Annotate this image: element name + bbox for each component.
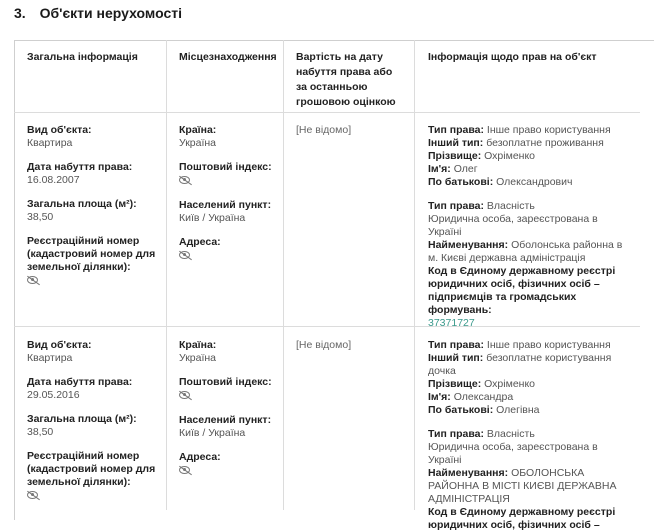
header-rights: Інформація щодо прав на об'єкт — [428, 51, 597, 63]
column-divider — [414, 40, 415, 510]
section-number: 3. — [14, 5, 26, 21]
location-cell: Країна: Україна Поштовий індекс: Населений пункт: Київ / Україна Адреса: — [179, 339, 279, 478]
hidden-eye-icon — [179, 466, 190, 474]
hidden-eye-icon — [27, 276, 38, 284]
column-divider — [283, 40, 284, 510]
value-cell: [Не відомо] — [296, 124, 352, 136]
hidden-eye-icon — [179, 176, 190, 184]
section-title — [14, 5, 182, 21]
header-location: Місцезнаходження — [179, 51, 277, 63]
header-value: Вартість на дату набуття права або за останньою грошовою оцінкою — [296, 51, 396, 108]
table-row: Вид об'єкта: Квартира Дата набуття права: 16.08.2007 Загальна площа (м²): 38,50 Реєстраційний номер (кадастровий номер для земельної ділянки): — [27, 124, 157, 288]
edrpou-code-link[interactable]: 37371727 — [428, 317, 475, 329]
rights-cell: Тип права: Інше право користування Інший тип: безоплатне користування дочка Прізвище: Охріменко Ім'я: Олександра По батькові: Олегівна Тип права: Власність Юридична особа, зареєстрована в Україні Найменування: ОБОЛОНСЬКА РАЙОННА В МІСТІ КИЄВІ ДЕРЖАВНА АДМІНІСТРАЦІЯ Код в Єдиному державному реєстрі юридичних осіб, фізичних осіб – — [428, 339, 617, 531]
row-divider — [14, 112, 640, 113]
hidden-eye-icon — [179, 391, 190, 399]
hidden-eye-icon — [179, 251, 190, 259]
header-general: Загальна інформація — [27, 51, 138, 63]
table-row: Вид об'єкта: Квартира Дата набуття права: 29.05.2016 Загальна площа (м²): 38,50 Реєстраційний номер (кадастровий номер для земельної ділянки): — [27, 339, 157, 503]
column-divider — [166, 40, 167, 510]
value-cell: [Не відомо] — [296, 339, 352, 351]
section-name: Об'єкти нерухомості — [39, 5, 182, 21]
location-cell: Країна: Україна Поштовий індекс: Населений пункт: Київ / Україна Адреса: — [179, 124, 279, 263]
hidden-eye-icon — [27, 491, 38, 499]
rights-cell: Тип права: Інше право користування Інший тип: безоплатне проживання Прізвище: Охріменко Ім'я: Олег По батькові: Олександрович Тип права: Власність Юридична особа, зареєстрована в Україні Найменування: Оболонська районна в м. Києві державна адміністрація Код в Єдиному державному реєстрі юридичних осіб, фізичних осіб – підприємців та громадських формувань: 37371727 — [428, 124, 633, 330]
